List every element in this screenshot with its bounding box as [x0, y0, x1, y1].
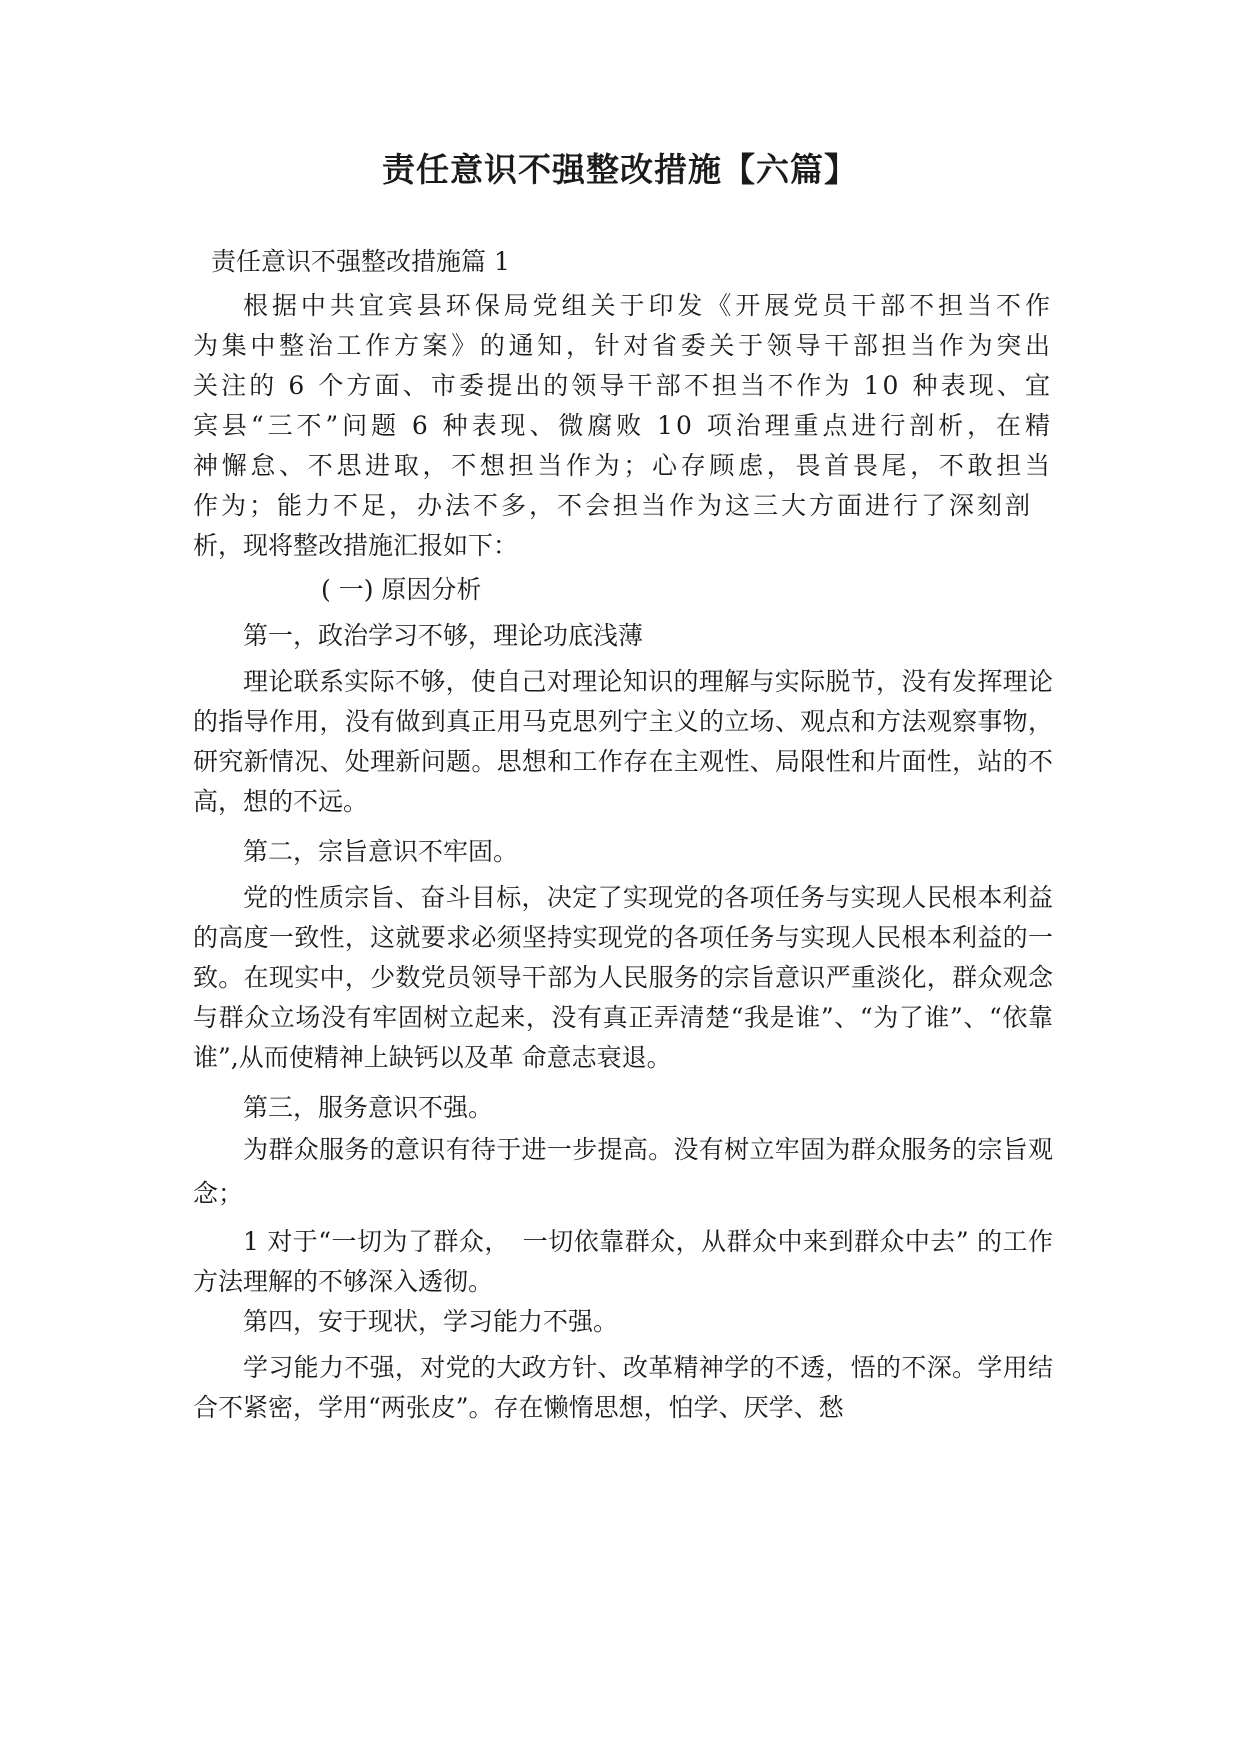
intro-continuation: 析，现将整改措施汇报如下： [193, 531, 519, 560]
point-4-body: 学习能力不强，对党的大政方针、改革精神学的不透，悟的不深。学用结合不紧密，学用“两张皮”。存在懒惰思想，怕学、厌学、愁 [193, 1353, 1053, 1422]
intro-paragraph: 根据中共宜宾县环保局党组关于印发《开展党员干部不担当不作为集中整治工作方案》的通知，针对省委关于领导干部担当作为突出关注的 6 个方面、市委提出的领导干部不担当不作为 10 种表现、宜 宾县“三不”问题 6 种表现、微腐败 10 项治理重点进行剖析，在精 神懈怠、不思进取，不想担当作为；心存顾虑，畏首畏尾，不敢担当 作为；能力不足，办法不多，不会担当作为这三大方面进行了深刻剖 [193, 291, 1053, 520]
point-4-heading: 第四，安于现状，学习能力不强。 [243, 1307, 619, 1336]
point-3-heading: 第三，服务意识不强。 [243, 1093, 494, 1122]
document-title: 责任意识不强整改措施【六篇】 [382, 150, 858, 189]
document-body [193, 242, 1053, 1428]
point-3-item-1: 1 对于“一切为了群众， 一切依靠群众，从群众中来到群众中去” 的工作方法理解的不够深入透彻。 [193, 1227, 1053, 1296]
cause-analysis-heading: ( 一) 原因分析 [321, 575, 482, 604]
point-1-heading: 第一，政治学习不够，理论功底浅薄 [243, 621, 644, 650]
point-3-body: 为群众服务的意识有待于进一步提高。没有树立牢固为群众服务的宗旨观念； [193, 1135, 1053, 1208]
point-2-heading: 第二，宗旨意识不牢固。 [243, 837, 519, 866]
section-title: 责任意识不强整改措施篇 1 [211, 247, 510, 276]
point-2-body: 党的性质宗旨、奋斗目标，决定了实现党的各项任务与实现人民根本利益的高度一致性，这就要求必须坚持实现党的各项任务与实现人民根本利益的一致。在现实中，少数党员领导干部为人民服务的宗旨意识严重淡化，群众观念与群众立场没有牢固树立起来，没有真正弄清楚“我是谁”、“为了谁”、“依靠谁”,从而使精神上缺钙以及革 命意志衰退。 [193, 883, 1053, 1072]
point-1-body: 理论联系实际不够，使自己对理论知识的理解与实际脱节，没有发挥理论的指导作用，没有做到真正用马克思列宁主义的立场、观点和方法观察事物，研究新情况、处理新问题。思想和工作存在主观性、局限性和片面性，站的不高，想的不远。 [193, 667, 1053, 816]
